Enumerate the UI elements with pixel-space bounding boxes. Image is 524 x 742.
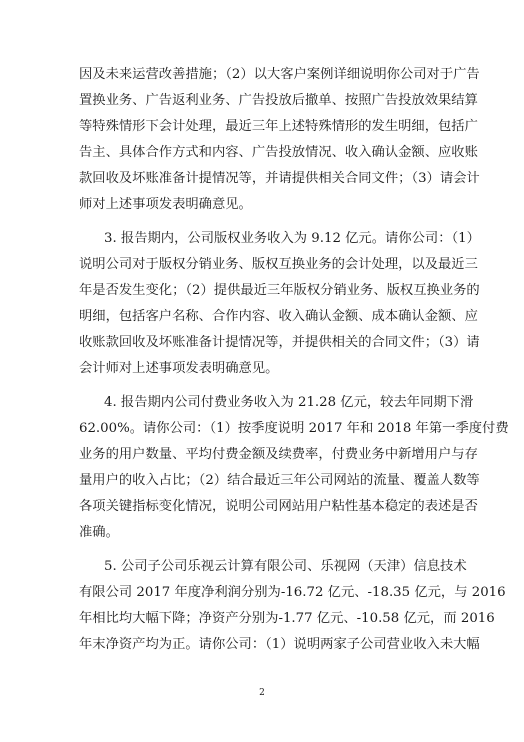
text-line: 年相比均大幅下降；净资产分别为-1.77 亿元、-10.58 亿元，而 2016 [79,611,495,626]
text-line: 说明公司对于版权分销业务、版权互换业务的会计处理，以及最近三 [79,257,478,272]
text-line: 告主、具体合作方式和内容、广告投放情况、收入确认金额、应收账 [79,145,478,160]
text-line: 师对上述事项发表明确意见。 [79,197,252,212]
text-line: 款回收及坏账准备计提情况等，并请提供相关合同文件；（3）请会计 [79,171,480,186]
text-line: 量用户的收入占比；（2）结合最近三年公司网站的流量、覆盖人数等 [79,473,480,488]
item-5-first-line: 5. 公司子公司乐视云计算有限公司、乐视网（天津）信息技术 [104,559,467,574]
text-line: 置换业务、广告返利业务、广告投放后撤单、按照广告投放效果结算 [79,93,478,108]
text-line: 收账款回收及坏账准备计提情况等，并提供相关的合同文件；（3）请 [79,335,480,350]
text-line: 等特殊情形下会计处理，最近三年上述特殊情形的发生明细，包括广 [79,119,478,134]
text-line: 因及未来运营改善措施；（2）以大客户案例详细说明你公司对于广告 [79,67,480,82]
text-line: 明细，包括客户名称、合作内容、收入确认金额、成本确认金额、应 [79,309,478,324]
page-number: 2 [259,688,265,698]
text-line: 年末净资产均为正。请你公司：（1）说明两家子公司营业收入未大幅 [79,637,480,652]
text-line: 62.00%。请你公司：（1）按季度说明 2017 年和 2018 年第一季度付费 [79,421,509,436]
item-4-first-line: 4. 报告期内公司付费业务收入为 21.28 亿元，较去年同期下滑 [104,395,474,410]
text-line: 有限公司 2017 年度净利润分别为-16.72 亿元、-18.35 亿元，与 2016 [79,585,506,600]
text-line: 年是否发生变化；（2）提供最近三年版权分销业务、版权互换业务的 [79,283,480,298]
text-line: 准确。 [79,525,119,540]
text-line: 各项关键指标变化情况，说明公司网站用户粘性基本稳定的表述是否 [79,499,478,514]
text-line: 会计师对上述事项发表明确意见。 [79,361,279,376]
text-line: 业务的用户数量、平均付费金额及续费率，付费业务中新增用户与存 [79,447,478,462]
item-3-first-line: 3. 报告期内，公司版权业务收入为 9.12 亿元。请你公司：（1） [104,231,480,246]
